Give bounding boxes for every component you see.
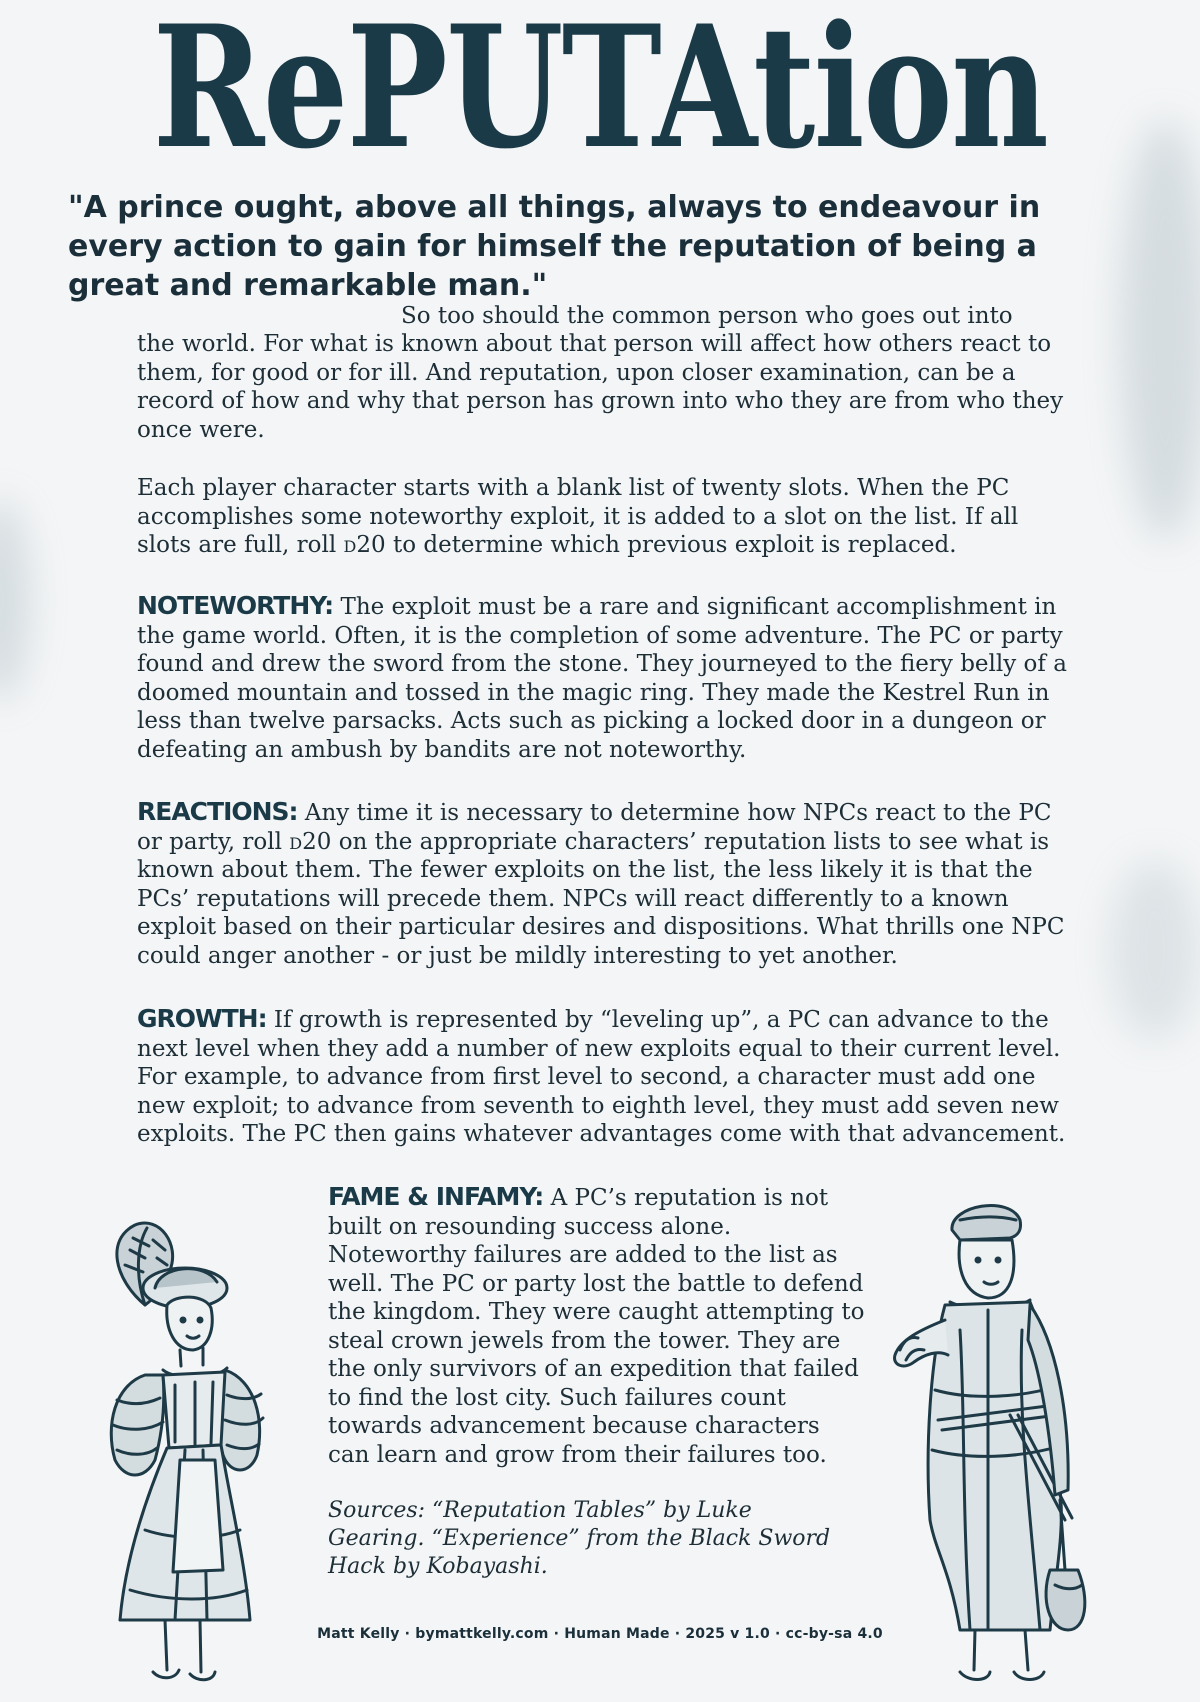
noteworthy-text: The exploit must be a rare and significant accomplishment in the game world. Often, it is the completion of some adventure. The PC or party found and drew the sword from the stone. They journeyed to the fiery belly of a doomed mountain and tossed in the magic ring. They made the Kestrel Run in less than twelve parsacks. Acts such as picking a locked door in a dungeon or defeating an ambush by bandits are not noteworthy. [137,594,1067,763]
noteworthy-paragraph [137,592,1077,764]
intro-paragraph: the world. For what is known about that person will affect how others react to them, for good or for ill. And reputation, upon closer examination, can be a record of how and why that person has grown into who they are from who they once were. [137,331,1064,443]
reactions-text-after: on the appropriate characters’ reputation lists to see what is known about them. The fewer exploits on the list, the less likely it is that the PCs’ reputations will precede them. NPCs will react differently to a known exploit based on their particular desires and dispositions. What thrills one NPC could anger another - or just be mildly interesting to yet another. [137,828,1065,969]
fame-infamy-text: A PC’s reputation is not built on resounding success alone. Noteworthy failures are added to the list as well. The PC or party lost the battle to defend the kingdom. They were caught attempting to steal crown jewels from the tower. They are the only survivors of an expedition that failed to find the lost city. Such failures count towards advancement because characters can learn and grow from their failures too. [328,1185,865,1468]
footer-credits: Matt Kelly · bymattkelly.com · Human Made · 2025 v 1.0 · cc-by-sa 4.0 [317,1626,883,1642]
page-title: RePUTAtion [152,0,1048,186]
growth-paragraph [137,1005,1077,1149]
growth-heading: GROWTH: [137,1004,267,1033]
reactions-heading: REACTIONS: [137,797,298,826]
intro-first-line: So too should the common person who goes out into [401,303,1013,329]
scan-smudge [1110,860,1200,1040]
die-label: d20 [289,828,332,855]
fame-infamy-paragraph [328,1183,868,1469]
die-label: d20 [343,532,386,558]
noteworthy-heading: NOTEWORTHY: [137,591,334,620]
woodcut-woman-illustration [75,1210,285,1690]
slots-text-after: to determine which previous exploit is replaced. [392,532,957,558]
scan-smudge [1120,120,1200,540]
sources-note: Sources: “Reputation Tables” by Luke Gearing. “Experience” from the Black Sword Hack by Kobayashi. [328,1498,831,1579]
epigraph-quote: "A prince ought, above all things, always to endeavour in every action to gain for himself the reputation of being a great and remarkable man." [68,190,1041,303]
scan-smudge [0,500,30,700]
slots-paragraph [137,474,1077,560]
woodcut-man-illustration [890,1190,1100,1690]
fame-infamy-heading: FAME & INFAMY: [328,1182,544,1211]
reactions-paragraph [137,798,1077,970]
growth-text: If growth is represented by “leveling up”, a PC can advance to the next level when they add a number of new exploits equal to their current level. For example, to advance from first level to second, a character must add one new exploit; to advance from seventh to eighth level, they must add seven new exploits. The PC then gains whatever advantages come with that advancement. [137,1007,1066,1147]
reactions-text-before: Any time it is necessary to determine how NPCs react to the PC or party, roll [137,800,1052,855]
slots-text-before: Each player character starts with a blank list of twenty slots. When the PC accomplishes some noteworthy exploit, it is added to a slot on the list. If all slots are full, roll [137,475,1019,558]
